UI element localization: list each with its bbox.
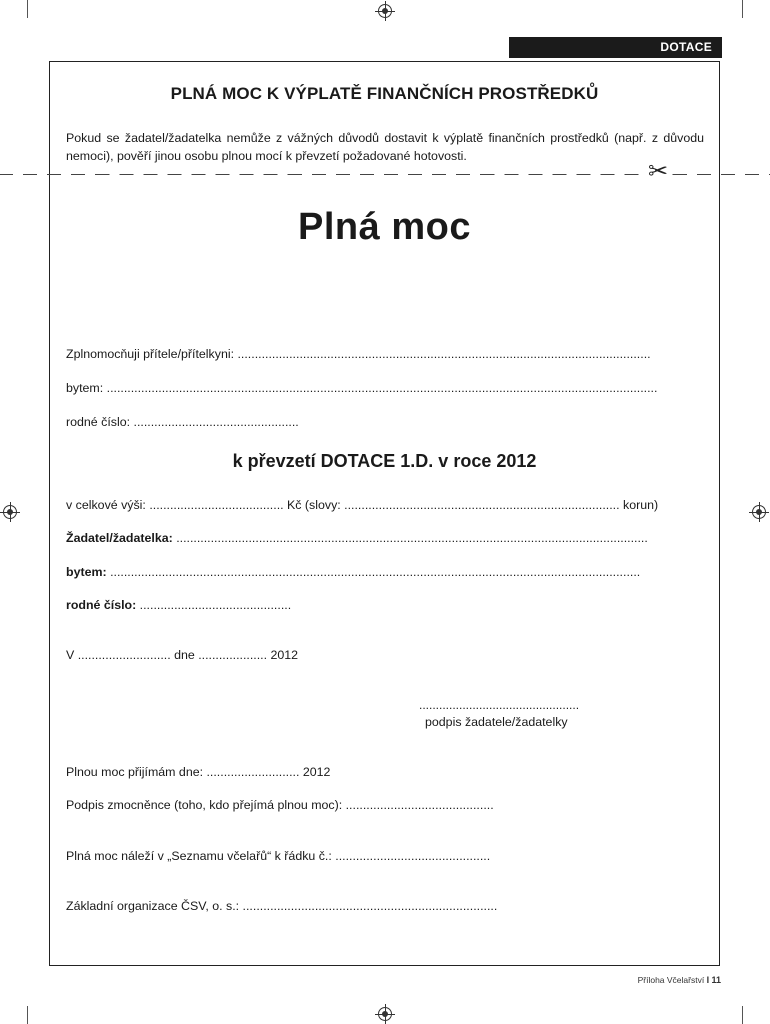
field-zadatel-rodne-cislo bbox=[66, 598, 291, 612]
crop-mark bbox=[742, 0, 743, 18]
scissors-icon: ✂ bbox=[645, 160, 671, 184]
registration-mark-icon bbox=[752, 505, 766, 519]
field-dots: .......................................................................................................................................................... bbox=[106, 565, 641, 579]
subtitle: k převzetí DOTACE 1.D. v roce 2012 bbox=[232, 451, 537, 471]
form-title: PLNÁ MOC K VÝPLATĚ FINANČNÍCH PROSTŘEDKŮ bbox=[170, 84, 599, 103]
signature-label: podpis žadatele/žadatelky bbox=[425, 715, 568, 729]
field-dots: ......................................................................................................................................... bbox=[172, 531, 648, 545]
field-rodne-cislo: rodné číslo: ................................................ bbox=[66, 415, 299, 429]
field-bytem: bytem: ................................................................................................................................................................ bbox=[66, 381, 658, 395]
crop-mark bbox=[742, 1006, 743, 1024]
crop-mark bbox=[27, 1006, 28, 1024]
publication-name: Příloha Včelařství bbox=[637, 975, 705, 985]
field-prijimam: Plnou moc přijímám dne: ........................... 2012 bbox=[66, 765, 331, 779]
field-seznam: Plná moc náleží v „Seznamu včelařů“ k řádku č.: ............................................. bbox=[66, 849, 491, 863]
footer-separator: I bbox=[706, 975, 710, 985]
signature-line: ................................................ bbox=[419, 698, 580, 712]
registration-mark-icon bbox=[3, 505, 17, 519]
field-celkova-vyse: v celkové výši: ....................................... Kč (slovy: ................................................................................ korun) bbox=[66, 498, 659, 512]
field-label: Žadatel/žadatelka: bbox=[66, 531, 173, 545]
field-zadatel-bytem bbox=[66, 565, 640, 579]
field-misto-datum: V ........................... dne .................... 2012 bbox=[66, 648, 299, 662]
intro-text: Pokud se žadatel/žadatelka nemůže z vážných důvodů dostavit k výplatě finančních prostředků (např. z důvodu nemoci), pověří jinou osobu plnou mocí k převzetí požadované hotovosti. bbox=[66, 131, 704, 163]
crop-mark bbox=[27, 0, 28, 18]
registration-mark-icon bbox=[378, 4, 392, 18]
field-dots: ............................................ bbox=[136, 598, 292, 612]
page-footer bbox=[638, 975, 721, 985]
field-zakladni-organizace: Základní organizace ČSV, o. s.: .......................................................................... bbox=[66, 899, 498, 913]
main-title: Plná moc bbox=[298, 206, 471, 248]
field-label: rodné číslo: bbox=[66, 598, 137, 612]
field-podpis-zmocnence: Podpis zmocněnce (toho, kdo přejímá plnou moc): ........................................... bbox=[66, 798, 494, 812]
page-number: 11 bbox=[711, 975, 721, 985]
field-zplnomocnuji: Zplnomocňuji přítele/přítelkyni: ........................................................................................................................ bbox=[66, 347, 651, 361]
form-frame bbox=[49, 61, 720, 966]
registration-mark-icon bbox=[378, 1007, 392, 1021]
field-zadatel bbox=[66, 531, 648, 545]
section-tab: DOTACE bbox=[509, 37, 722, 58]
field-label: bytem: bbox=[66, 565, 107, 579]
